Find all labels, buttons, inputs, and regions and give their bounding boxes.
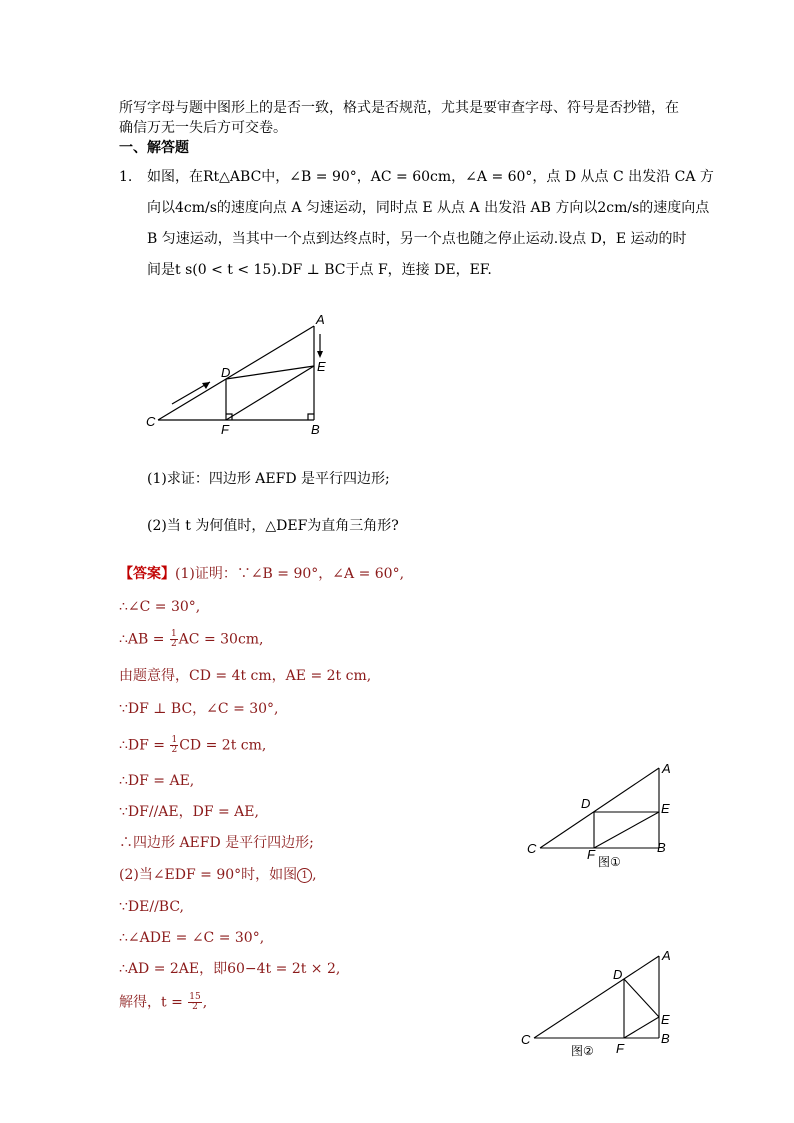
fraction-half: $\frac{1}{2}$ xyxy=(171,735,178,755)
problem-line-4: 间是t s(0 < t < 15).DF ⊥ BC于点 F，连接 DE，EF. xyxy=(147,262,492,278)
label-f: F xyxy=(221,422,229,437)
figure-2-caption: 图② xyxy=(571,1044,594,1058)
answer-line-3: ∴AB = $\frac{1}{2}$ AC = 30cm, xyxy=(119,629,264,649)
label-e: E xyxy=(661,1012,670,1027)
label-b: B xyxy=(657,840,666,855)
label-a: A xyxy=(662,761,671,776)
arrow-head-e xyxy=(317,351,323,358)
section-heading: 一、解答题 xyxy=(119,140,189,156)
label-c: C xyxy=(527,841,537,856)
answer-line-2: ∴∠C = 30°, xyxy=(119,599,201,615)
figure-1-caption: 图① xyxy=(598,855,621,869)
answer-line-1: (1)证明：∵∠B = 90°，∠A = 60°, xyxy=(175,566,405,582)
label-f: F xyxy=(587,847,595,862)
fraction-fifteen-halves: $\frac{15}{2}$ xyxy=(189,992,201,1012)
figure-2 xyxy=(516,946,682,1061)
label-d: D xyxy=(221,365,231,380)
fraction-half: $\frac{1}{2}$ xyxy=(170,629,177,649)
answer-line-8: ∵DF//AE，DF = AE, xyxy=(119,804,259,820)
question-2: (2)当 t 为何值时，△DEF为直角三角形? xyxy=(147,518,399,534)
answer-line-4: 由题意得，CD = 4t cm，AE = 2t cm, xyxy=(119,668,372,684)
answer-line-12: ∴∠ADE = ∠C = 30°, xyxy=(119,930,265,946)
figure-1 xyxy=(522,758,682,873)
label-d: D xyxy=(613,967,623,982)
problem-line-1: 如图，在Rt△ABC中，∠B = 90°，AC = 60cm，∠A = 60°，点 D 从点 C 出发沿 CA 方 xyxy=(147,169,714,185)
answer-line-5: ∵DF ⊥ BC，∠C = 30°, xyxy=(119,701,279,717)
segment-fe xyxy=(226,366,314,420)
label-e: E xyxy=(317,359,326,374)
answer-line-13: ∴AD = 2AE，即60−4t = 2t × 2, xyxy=(119,961,341,977)
answer-tag: 【答案】 xyxy=(119,566,175,582)
label-c: C xyxy=(521,1032,531,1047)
segment-ca xyxy=(158,326,314,420)
label-b: B xyxy=(661,1031,670,1046)
label-b: B xyxy=(311,422,320,437)
main-figure xyxy=(140,308,340,438)
answer-line-11: ∵DE//BC, xyxy=(119,899,184,915)
question-1: (1)求证：四边形 AEFD 是平行四边形; xyxy=(147,471,390,487)
answer-line-7: ∴DF = AE, xyxy=(119,773,195,789)
problem-line-3: B 匀速运动，当其中一个点到达终点时，另一个点也随之停止运动.设点 D，E 运动的时 xyxy=(147,231,687,247)
label-f: F xyxy=(616,1041,624,1056)
answer-line-6: ∴DF = $\frac{1}{2}$ CD = 2t cm, xyxy=(119,735,267,755)
answer-line-9: ∴四边形 AEFD 是平行四边形; xyxy=(119,835,314,851)
answer-line-10: (2)当∠EDF = 90°时，如图 1 , xyxy=(119,867,317,883)
label-e: E xyxy=(661,801,670,816)
answer-line-14: 解得，t = $\frac{15}{2}$ , xyxy=(119,992,208,1012)
label-a: A xyxy=(316,312,325,327)
right-angle-b xyxy=(308,414,314,420)
figure-ref-circle: 1 xyxy=(297,868,312,883)
segment-de xyxy=(226,366,314,379)
intro-line-2: 确信万无一失后方可交卷。 xyxy=(119,120,287,136)
problem-line-2: 向以4cm/s的速度向点 A 匀速运动，同时点 E 从点 A 出发沿 AB 方向以2cm/s的速度向点 xyxy=(147,200,710,216)
intro-line-1: 所写字母与题中图形上的是否一致，格式是否规范，尤其是要审查字母、符号是否抄错，在 xyxy=(119,100,679,116)
label-a: A xyxy=(662,948,671,963)
problem-number: 1. xyxy=(119,169,133,185)
label-d: D xyxy=(581,796,591,811)
label-c: C xyxy=(146,414,156,429)
